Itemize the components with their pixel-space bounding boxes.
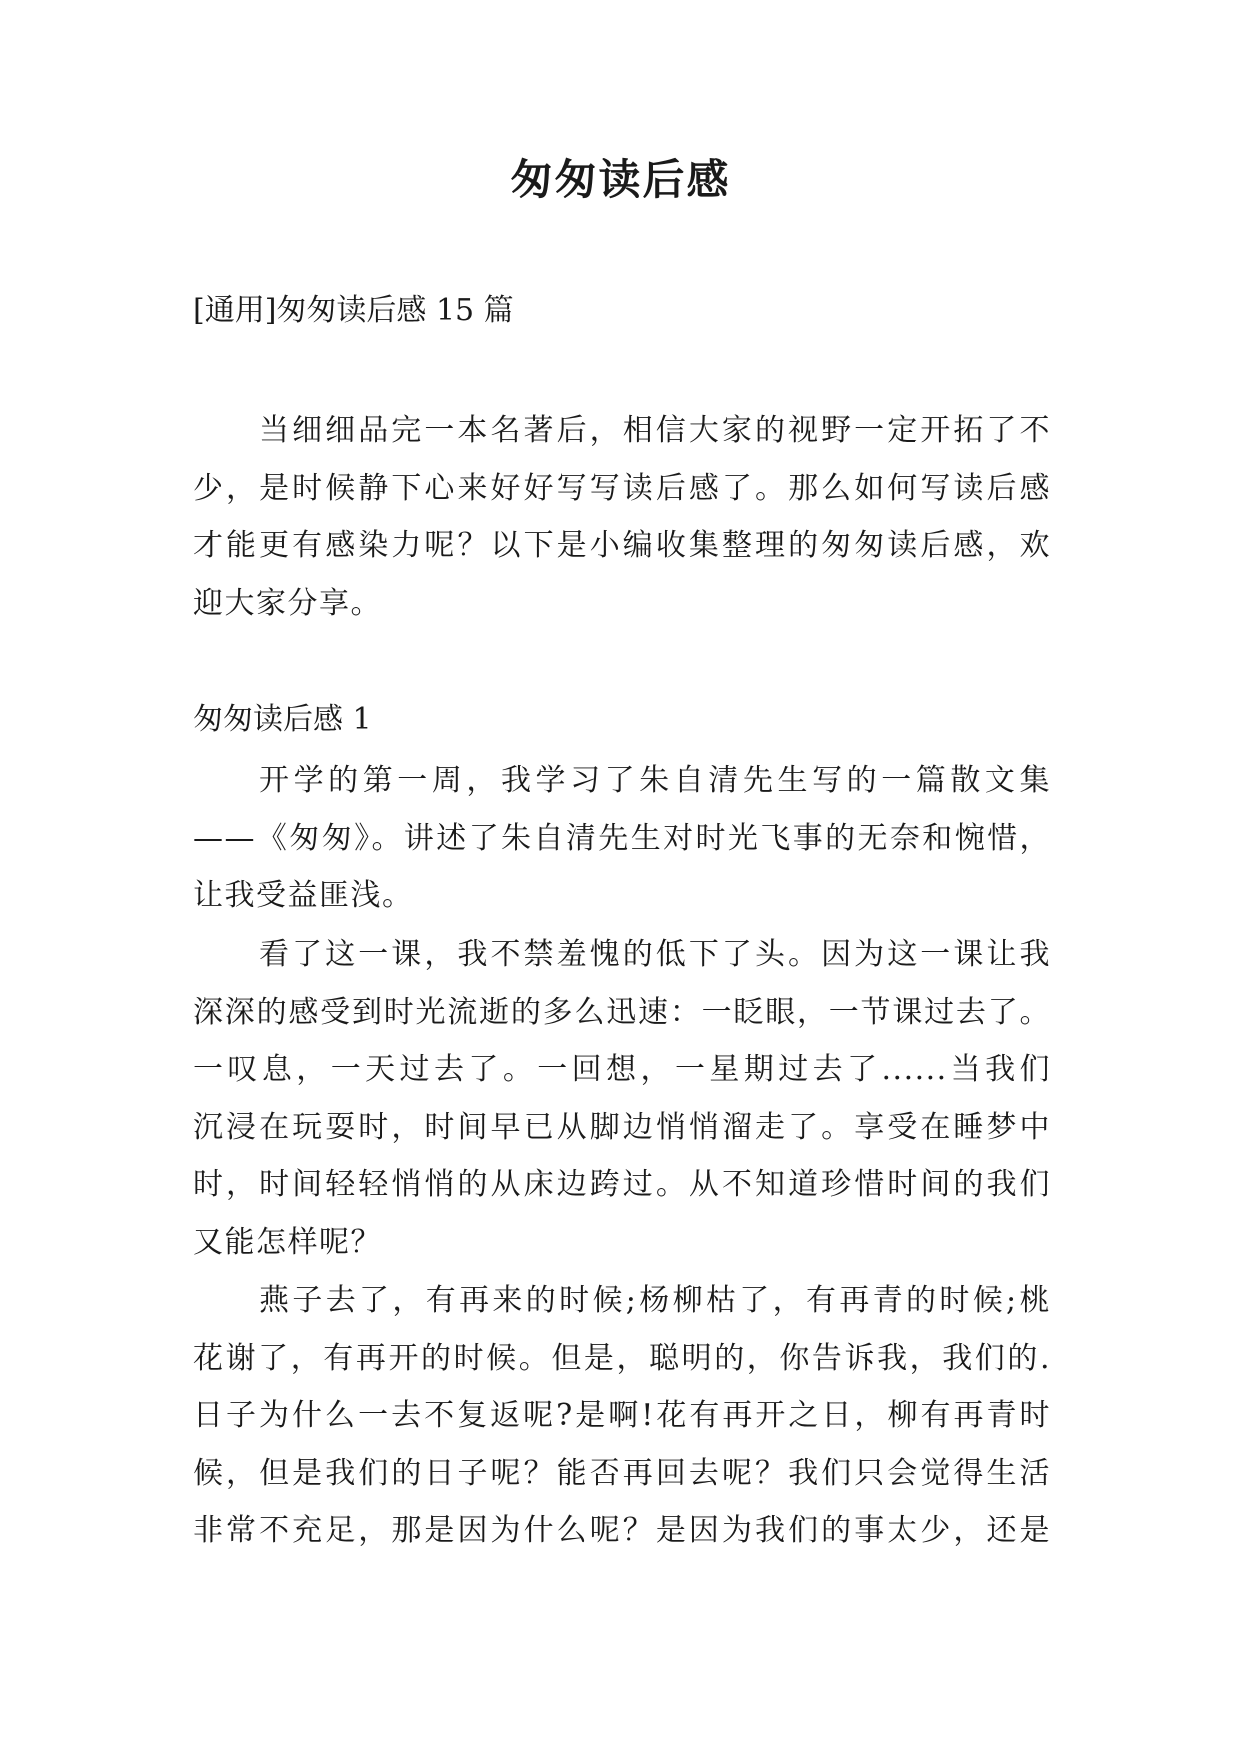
text-line: 花谢了，有再开的时候。但是，聪明的，你告诉我，我们的. (193, 1340, 1051, 1376)
text-line: 非常不充足，那是因为什么呢？是因为我们的事太少，还是 (193, 1513, 1051, 1549)
text-line: 迎大家分享。 (193, 585, 382, 621)
text-line: ——《匆匆》。讲述了朱自清先生对时光飞事的无奈和惋惜， (193, 820, 1051, 856)
text-line: 看了这一课，我不禁羞愧的低下了头。因为这一课让我 (259, 937, 1051, 972)
text-line: 才能更有感染力呢？以下是小编收集整理的匆匆读后感，欢 (193, 528, 1051, 564)
intro-paragraph (193, 402, 1051, 632)
document-title: 匆匆读后感 (510, 155, 731, 204)
text-line: 又能怎样呢？ (193, 1224, 382, 1260)
text-line: 日子为什么一去不复返呢?是啊!花有再开之日，柳有再青时 (193, 1398, 1051, 1434)
text-line: 深深的感受到时光流逝的多么迅速：一眨眼，一节课过去了。 (193, 994, 1051, 1030)
body-paragraph-2 (193, 926, 1051, 1272)
body-paragraph-1 (193, 752, 1051, 925)
text-line: 一叹息，一天过去了。一回想，一星期过去了......当我们 (193, 1052, 1051, 1088)
text-line: 时，时间轻轻悄悄的从床边跨过。从不知道珍惜时间的我们 (193, 1167, 1051, 1203)
document-subtitle: [通用]匆匆读后感 15 篇 (193, 293, 514, 328)
text-line: 少，是时候静下心来好好写写读后感了。那么如何写读后感 (193, 470, 1051, 506)
body-paragraph-3 (193, 1272, 1051, 1560)
text-line: 让我受益匪浅。 (193, 878, 414, 914)
text-line: 沉浸在玩耍时，时间早已从脚边悄悄溜走了。享受在睡梦中 (193, 1109, 1051, 1145)
text-line: 当细细品完一本名著后，相信大家的视野一定开拓了不 (259, 413, 1051, 448)
text-line: 开学的第一周，我学习了朱自清先生写的一篇散文集 (259, 763, 1051, 798)
text-line: 候，但是我们的日子呢？能否再回去呢？我们只会觉得生活 (193, 1455, 1051, 1491)
text-line: 燕子去了，有再来的时候;杨柳枯了，有再青的时候;桃 (259, 1283, 1051, 1318)
section-heading: 匆匆读后感 1 (193, 702, 372, 737)
